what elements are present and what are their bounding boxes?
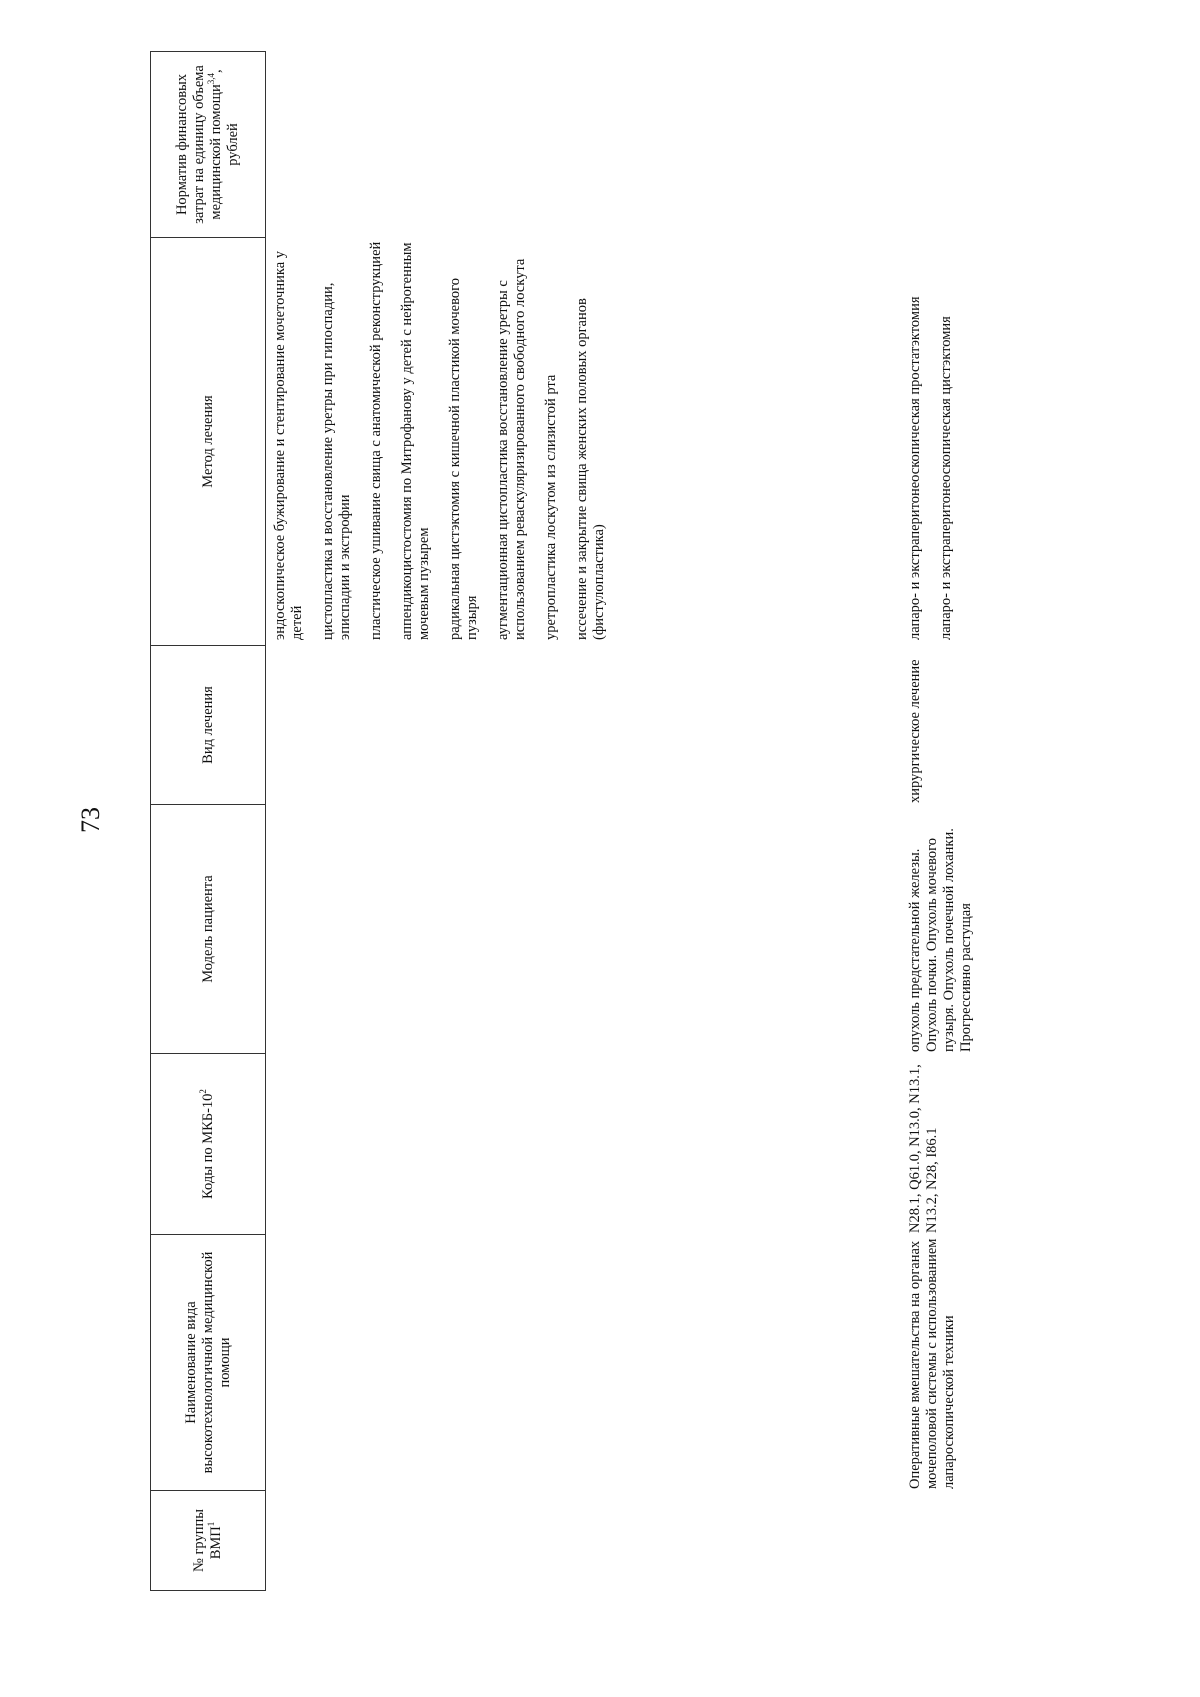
header-hmp-name (150, 1235, 266, 1491)
method-item: лапаро- и экстраперитонеоскопическая цистэктомия (938, 316, 954, 640)
row2-icd-codes: N28.1, Q61.0, N13.0, N13.1, N13.2, N28, I86.1 (907, 1064, 940, 1233)
row2-treatment-type: хирургическое лечение (907, 659, 923, 803)
method-item: лапаро- и экстраперитонеоскопическая простатэктомия (907, 296, 923, 640)
header-cost-norm-suffix: , рублей (208, 69, 241, 166)
row2-patient-model: опухоль предстательной железы. Опухоль почки. Опухоль мочевого пузыря. Опухоль почечной лоханки. Прогрессивно растущая (907, 828, 974, 1052)
header-cost-norm-sup: 3,4 (206, 73, 217, 85)
header-treatment-method-text: Метод лечения (199, 395, 216, 488)
header-icd-codes (150, 1054, 266, 1235)
header-cost-norm (150, 51, 266, 238)
header-treatment-method (150, 238, 266, 646)
continued-methods-list (272, 240, 622, 640)
page-number: 73 (76, 807, 105, 833)
header-hmp-name-text: Наименование вида высокотехнологичной медицинской помощи (182, 1251, 233, 1474)
header-patient-model (150, 805, 266, 1054)
header-cost-norm-text: Норматив финансовых затрат на единицу объема медицинской помощи (174, 65, 224, 224)
header-icd-codes-text: Коды по МКБ-10 (199, 1093, 216, 1199)
header-icd-sup: 2 (197, 1089, 208, 1094)
rotated-table-page (150, 51, 1200, 1591)
method-item: пластическое ушивание свища с анатомической реконструкцией (368, 241, 384, 640)
method-item: аугментационная цистопластика восстановление уретры с использованием реваскуляризированного свободного лоскута (495, 258, 528, 640)
method-item: иссечение и закрытие свища женских половых органов (фистулопластика) (574, 298, 607, 640)
method-item: цистопластика и восстановление уретры при гипоспадии, эписпадии и экстрофии (320, 282, 353, 640)
header-group-no (150, 1491, 266, 1591)
row2-methods-list (907, 240, 969, 640)
method-item: эндоскопическое бужирование и стентирование мочеточника у детей (272, 250, 305, 640)
method-item: аппендикоцистостомия по Митрофанову у детей с нейрогенным мочевым пузырем (399, 242, 432, 640)
header-treatment-type (150, 646, 266, 805)
header-group-no-text: № группы ВМП (191, 1509, 224, 1572)
header-patient-model-text: Модель пациента (199, 875, 216, 983)
header-treatment-type-text: Вид лечения (199, 686, 216, 764)
row2-hmp-name: Оперативные вмешательства на органах мочеполовой системы с использованием лапароскопической техники (907, 1238, 957, 1489)
method-item: радикальная цистэктомия с кишечной пластикой мочевого пузыря (447, 278, 480, 640)
method-item: уретропластика лоскутом из слизистой рта (543, 374, 559, 640)
header-group-no-sup: 1 (206, 1521, 217, 1527)
